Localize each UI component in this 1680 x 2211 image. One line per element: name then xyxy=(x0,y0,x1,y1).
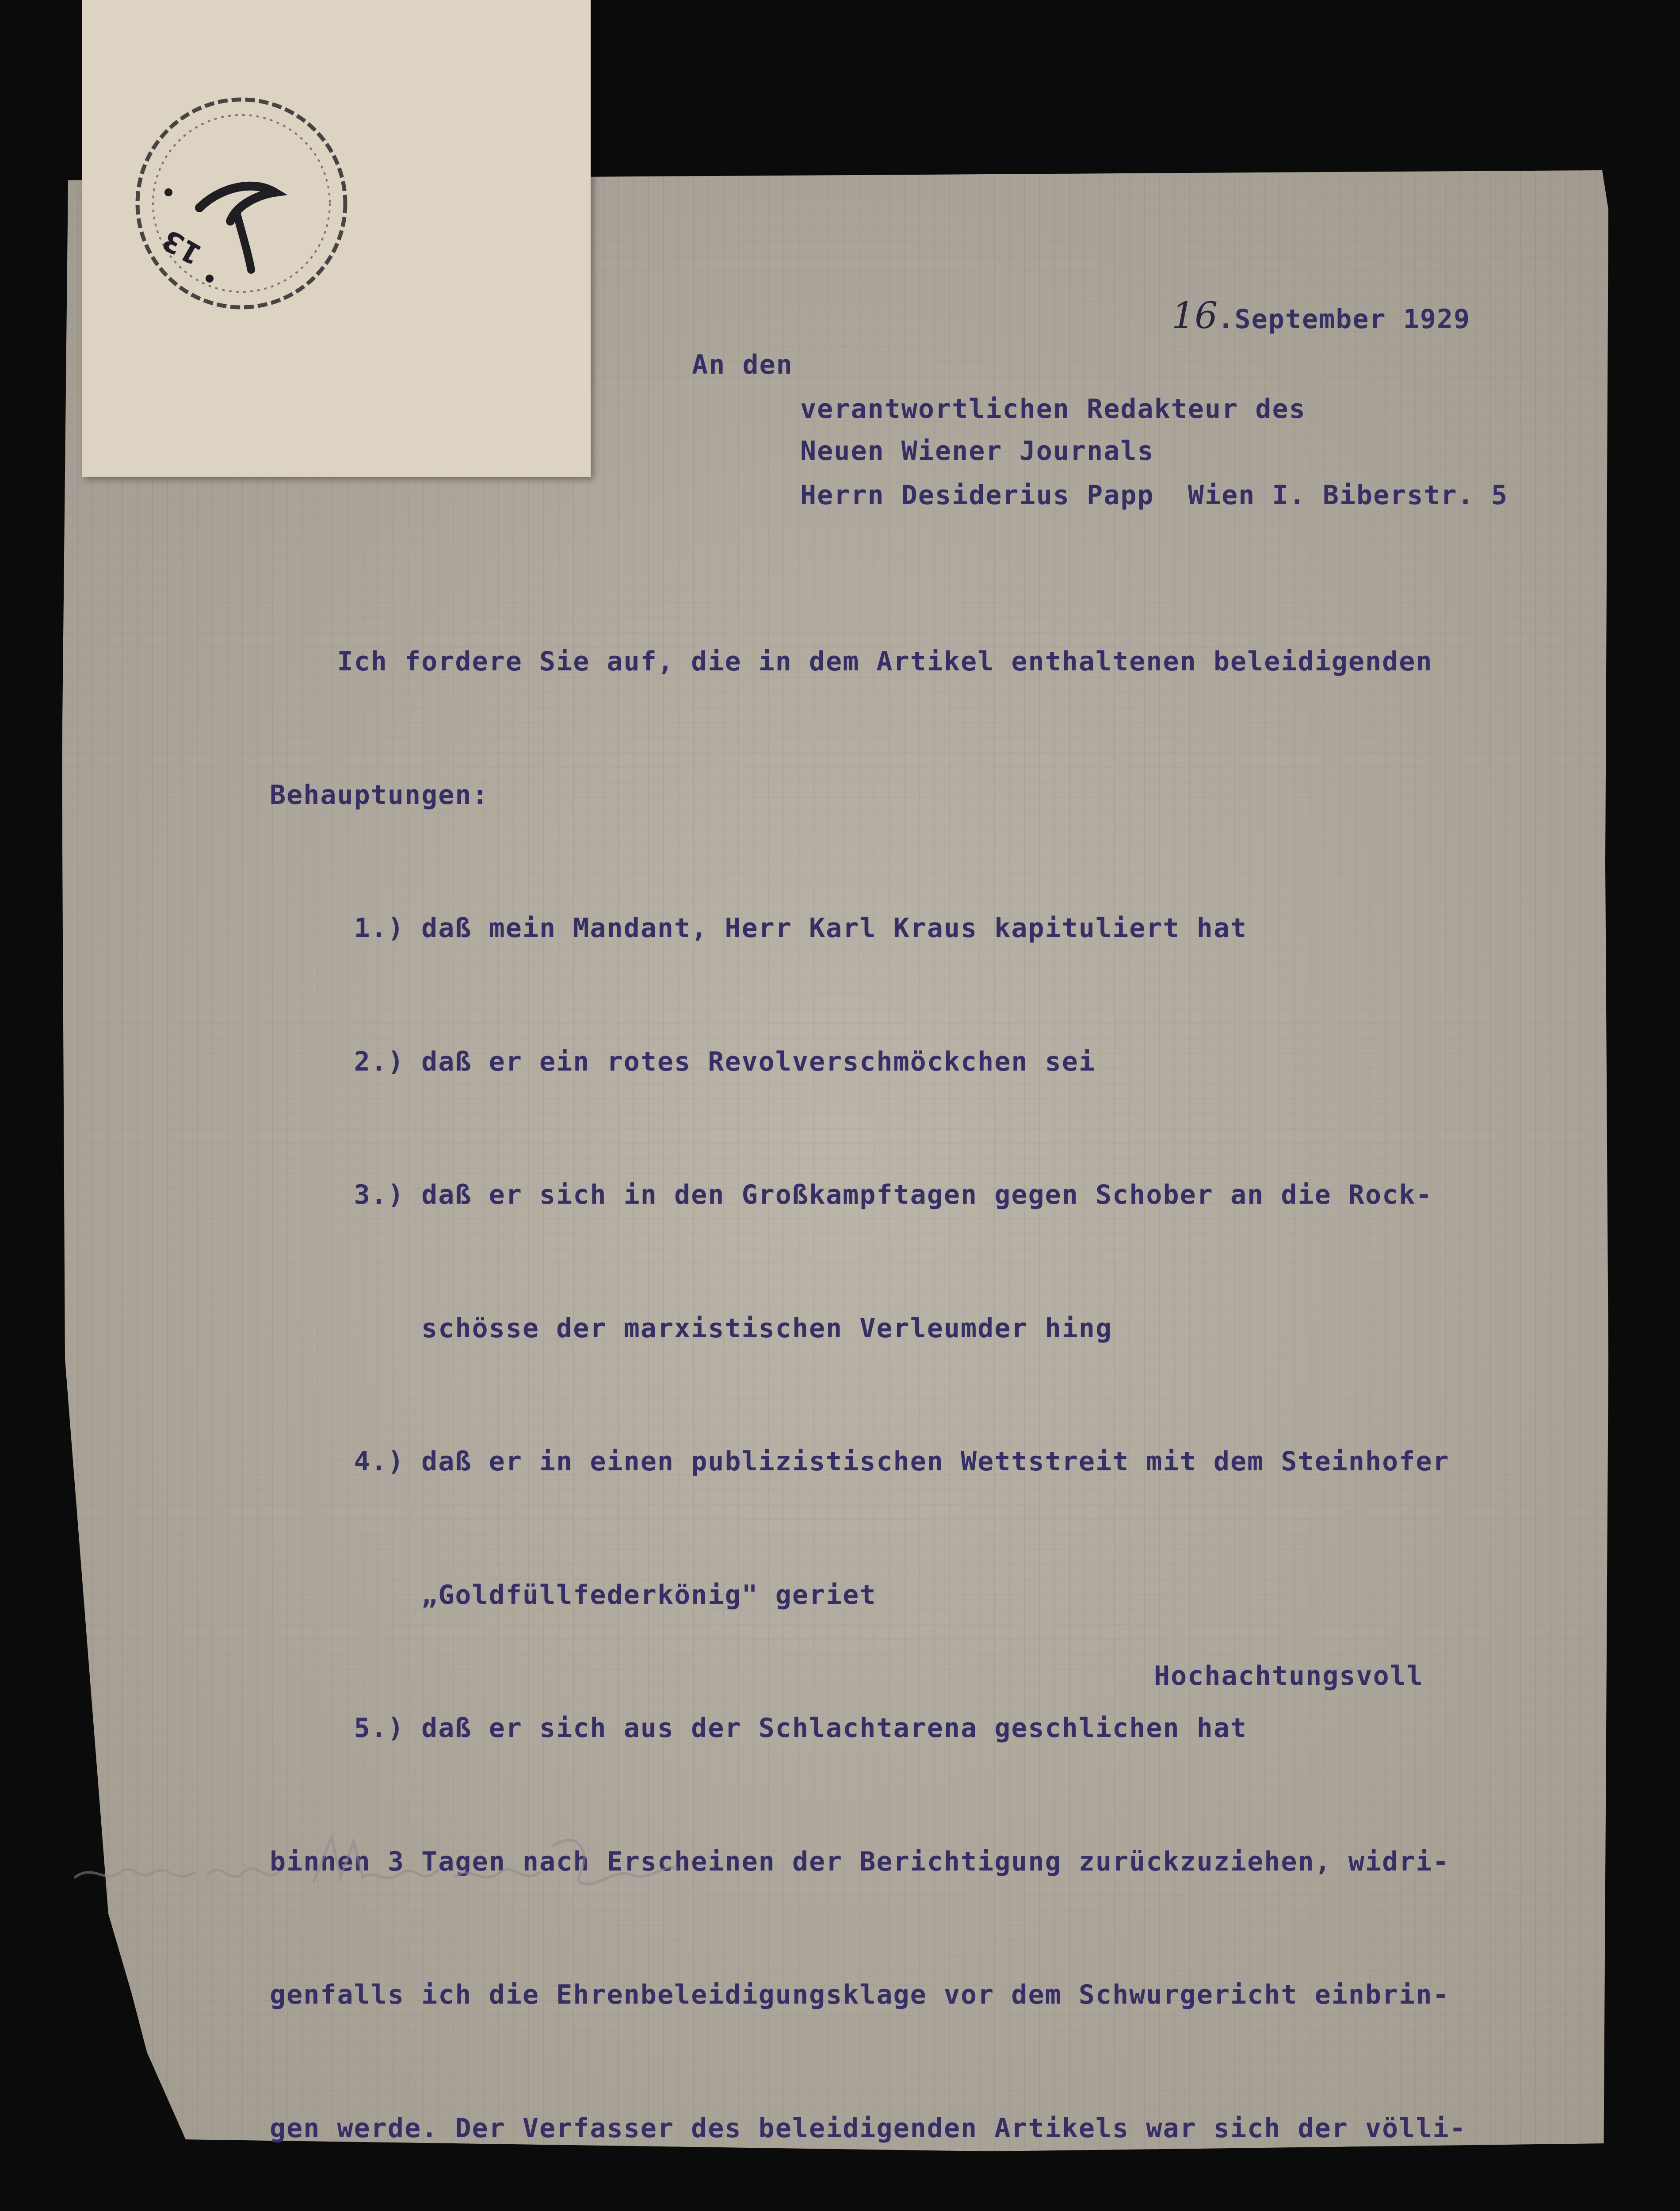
postmark-number: 13 xyxy=(157,222,207,271)
postmark-mark xyxy=(199,186,275,270)
address-line-3: Herrn Desiderius Papp Wien I. Biberstr. 5 xyxy=(800,480,1508,511)
body-line: 4.) daß er in einen publizistischen Wettstreit mit dem Steinhofer xyxy=(270,1446,1450,1477)
address-line-2: Neuen Wiener Journals xyxy=(800,436,1154,467)
body-line: 5.) daß er sich aus der Schlachtarena geschlichen hat xyxy=(270,1713,1248,1744)
body-line: gen werde. Der Verfasser des beleidigenden Artikels war sich der völli- xyxy=(270,2112,1466,2144)
body-line: „Goldfüllfederkönig" geriet xyxy=(270,1579,877,1610)
body-line: 3.) daß er sich in den Großkampftagen gegen Schober an die Rock- xyxy=(270,1179,1433,1210)
letter-date xyxy=(1172,294,1470,341)
body-line: binnen 3 Tagen nach Erscheinen der Berichtigung zurückzuziehen, widri- xyxy=(270,1846,1450,1877)
postmark-stamp xyxy=(126,88,356,318)
closing: Hochachtungsvoll xyxy=(1154,1660,1424,1691)
salutation: An den xyxy=(692,349,793,380)
body-line: schösse der marxistischen Verleumder hing xyxy=(270,1312,1113,1344)
faint-signature xyxy=(66,1811,685,1913)
body-line: 2.) daß er ein rotes Revolverschmöckchen sei xyxy=(270,1046,1096,1077)
attached-slip xyxy=(82,0,591,477)
handwritten-day: 16 xyxy=(1172,295,1218,337)
body-line: Behauptungen: xyxy=(270,779,489,811)
body-line: 1.) daß mein Mandant, Herr Karl Kraus kapituliert hat xyxy=(270,913,1248,944)
letter-body xyxy=(270,551,1483,2211)
address-line-1: verantwortlichen Redakteur des xyxy=(800,394,1306,425)
body-line: Ich fordere Sie auf, die in dem Artikel enthaltenen beleidigenden xyxy=(270,646,1433,677)
typed-date: .September 1929 xyxy=(1218,304,1471,335)
body-line: genfalls ich die Ehrenbeleidigungsklage vor dem Schwurgericht einbrin- xyxy=(270,1979,1450,2010)
